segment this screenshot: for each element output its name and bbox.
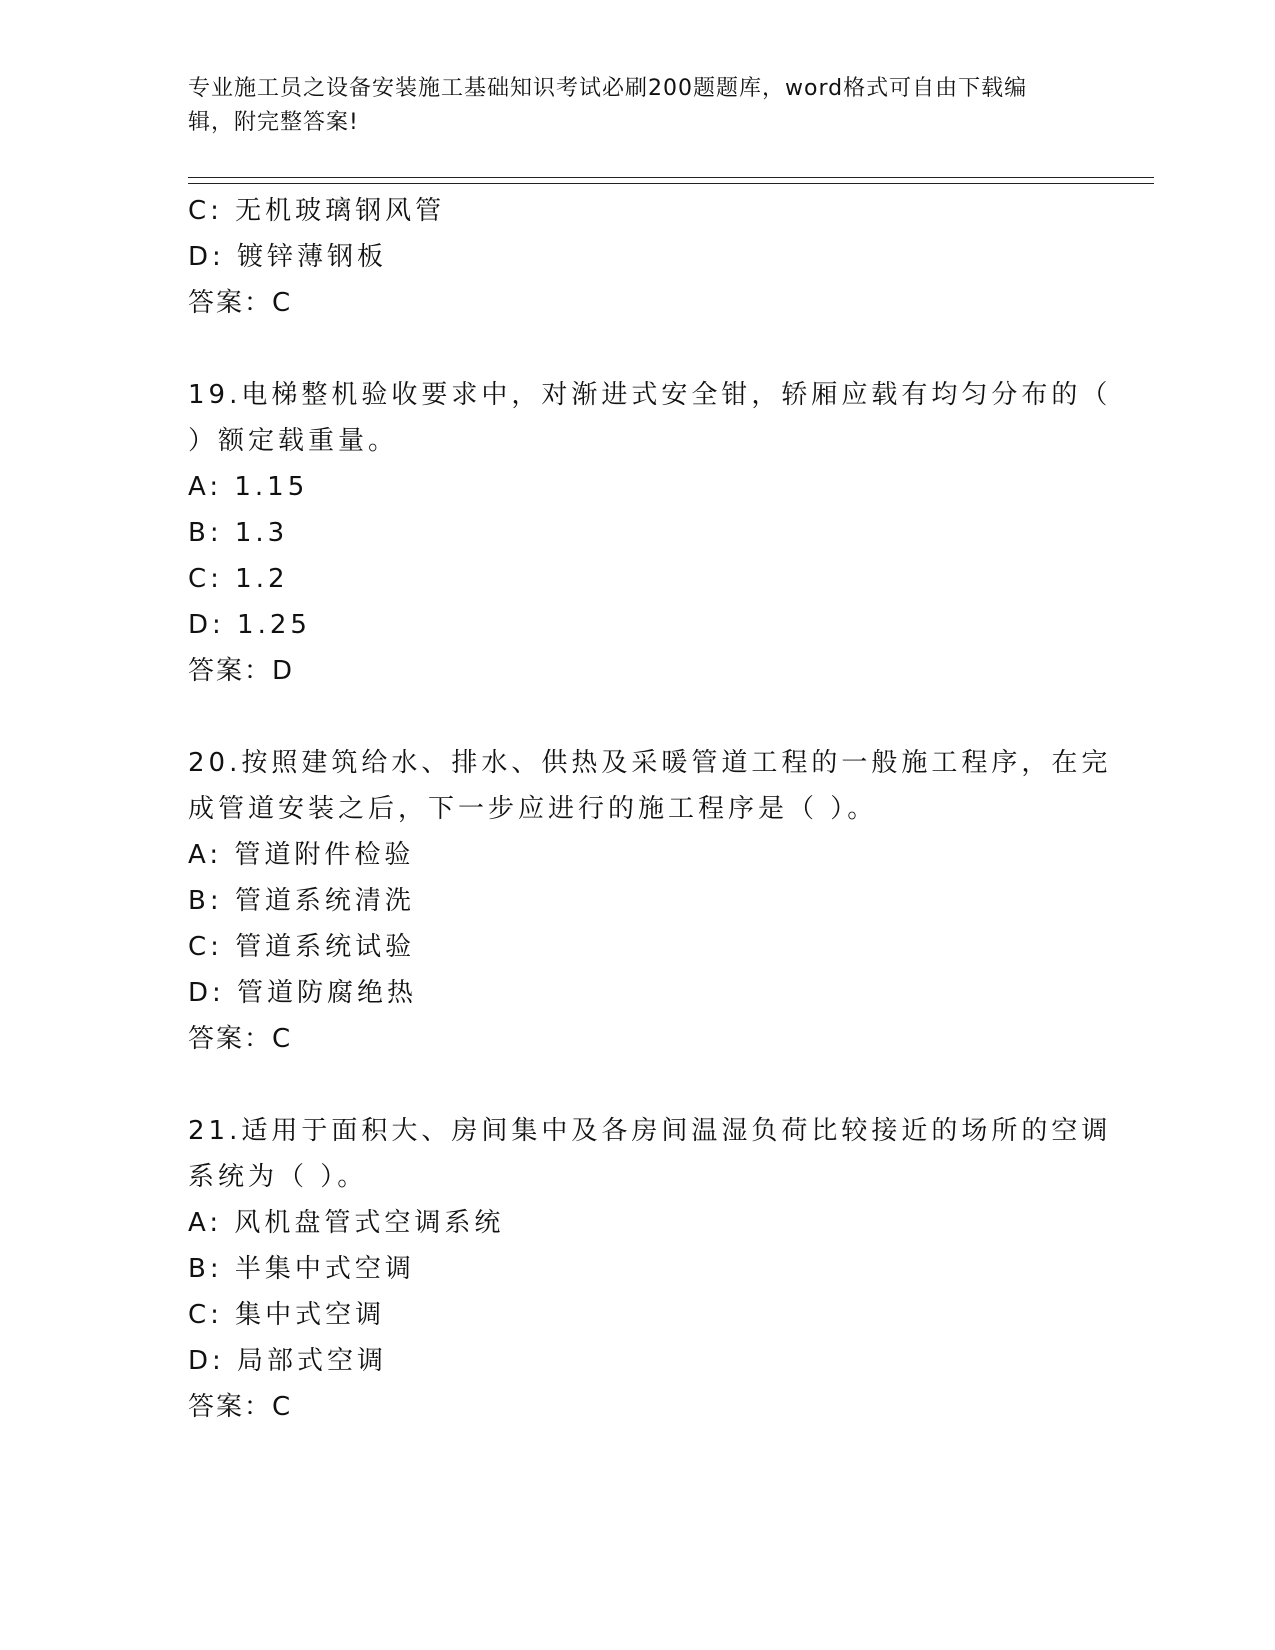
- question-21: [188, 1108, 1112, 1430]
- option-b: B: 半集中式空调: [188, 1254, 415, 1284]
- question-stem-line: ）额定载重量。: [188, 426, 399, 456]
- option-d: D: 镀锌薄钢板: [188, 242, 388, 272]
- question-stem-line: 21.适用于面积大、房间集中及各房间温湿负荷比较接近的场所的空调: [188, 1116, 1112, 1146]
- document-header: 专业施工员之设备安装施工基础知识考试必刷200题题库，word格式可自由下载编辑，附完整答案!: [188, 76, 1028, 135]
- answer-line: 答案：C: [188, 1392, 293, 1422]
- option-a: A: 1.15: [188, 472, 309, 502]
- option-d: D: 局部式空调: [188, 1346, 388, 1376]
- question-stem-line: 19.电梯整机验收要求中，对渐进式安全钳，轿厢应载有均匀分布的（: [188, 380, 1112, 410]
- question-stem-line: 系统为（ ）。: [188, 1162, 368, 1192]
- spacer: [188, 326, 1088, 372]
- spacer: [188, 694, 1088, 740]
- question-content: [188, 188, 1112, 1430]
- question-19: [188, 372, 1112, 694]
- option-a: A: 管道附件检验: [188, 840, 415, 870]
- question-stem-line: 20.按照建筑给水、排水、供热及采暖管道工程的一般施工程序，在完: [188, 748, 1112, 778]
- option-d: D: 1.25: [188, 610, 311, 640]
- answer-line: 答案：C: [188, 288, 293, 318]
- spacer: [188, 1062, 1088, 1108]
- option-c: C: 管道系统试验: [188, 932, 416, 962]
- answer-line: 答案：D: [188, 656, 295, 686]
- previous-question-tail: [188, 188, 1088, 326]
- option-b: B: 1.3: [188, 518, 289, 548]
- option-b: B: 管道系统清洗: [188, 886, 415, 916]
- option-c: C: 无机玻璃钢风管: [188, 196, 446, 226]
- header-divider-bottom: [188, 183, 1154, 184]
- option-c: C: 1.2: [188, 564, 289, 594]
- question-20: [188, 740, 1112, 1062]
- header-divider-top: [188, 177, 1154, 178]
- option-a: A: 风机盘管式空调系统: [188, 1208, 505, 1238]
- question-stem-line: 成管道安装之后，下一步应进行的施工程序是（ ）。: [188, 794, 878, 824]
- option-d: D: 管道防腐绝热: [188, 978, 418, 1008]
- option-c: C: 集中式空调: [188, 1300, 386, 1330]
- answer-line: 答案：C: [188, 1024, 293, 1054]
